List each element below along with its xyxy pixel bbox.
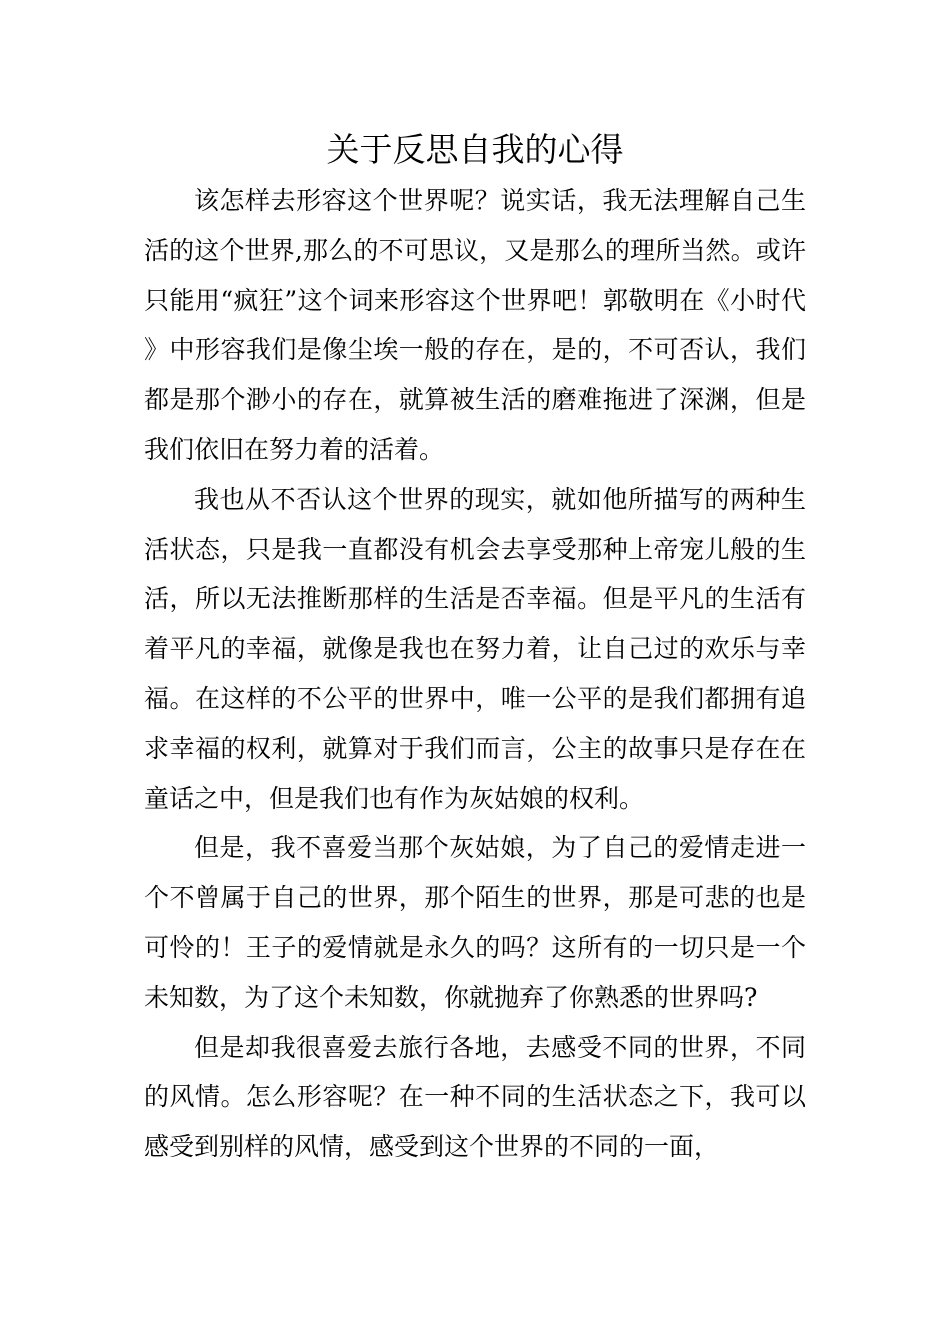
paragraph-1: 该怎样去形容这个世界呢？说实话，我无法理解自己生活的这个世界,那么的不可思议，又是那么的理所当然。或许只能用“疯狂”这个词来形容这个世界吧！郭敬明在《小时代》中形容我们是像尘埃一般的存在，是的，不可否认，我们都是那个渺小的存在，就算被生活的磨难拖进了深渊，但是我们依旧在努力着的活着。: [144, 186, 806, 464]
paragraph-2: 我也从不否认这个世界的现实，就如他所描写的两种生活状态，只是我一直都没有机会去享受那种上帝宠儿般的生活，所以无法推断那样的生活是否幸福。但是平凡的生活有着平凡的幸福，就像是我也在努力着，让自己过的欢乐与幸福。在这样的不公平的世界中，唯一公平的是我们都拥有追求幸福的权利，就算对于我们而言，公主的故事只是存在在童话之中，但是我们也有作为灰姑娘的权利。: [144, 484, 806, 813]
paragraph-4: 但是却我很喜爱去旅行各地，去感受不同的世界，不同的风情。怎么形容呢？在一种不同的生活状态之下，我可以感受到别样的风情，感受到这个世界的不同的一面，: [144, 1032, 806, 1162]
paragraph-3: 但是，我不喜爱当那个灰姑娘，为了自己的爱情走进一个不曾属于自己的世界，那个陌生的世界，那是可悲的也是可怜的！王子的爱情就是永久的吗？这所有的一切只是一个未知数，为了这个未知数，你就抛弃了你熟悉的世界吗?: [144, 833, 806, 1012]
document-title: 关于反思自我的心得: [326, 130, 624, 169]
document-body: [144, 176, 806, 1172]
